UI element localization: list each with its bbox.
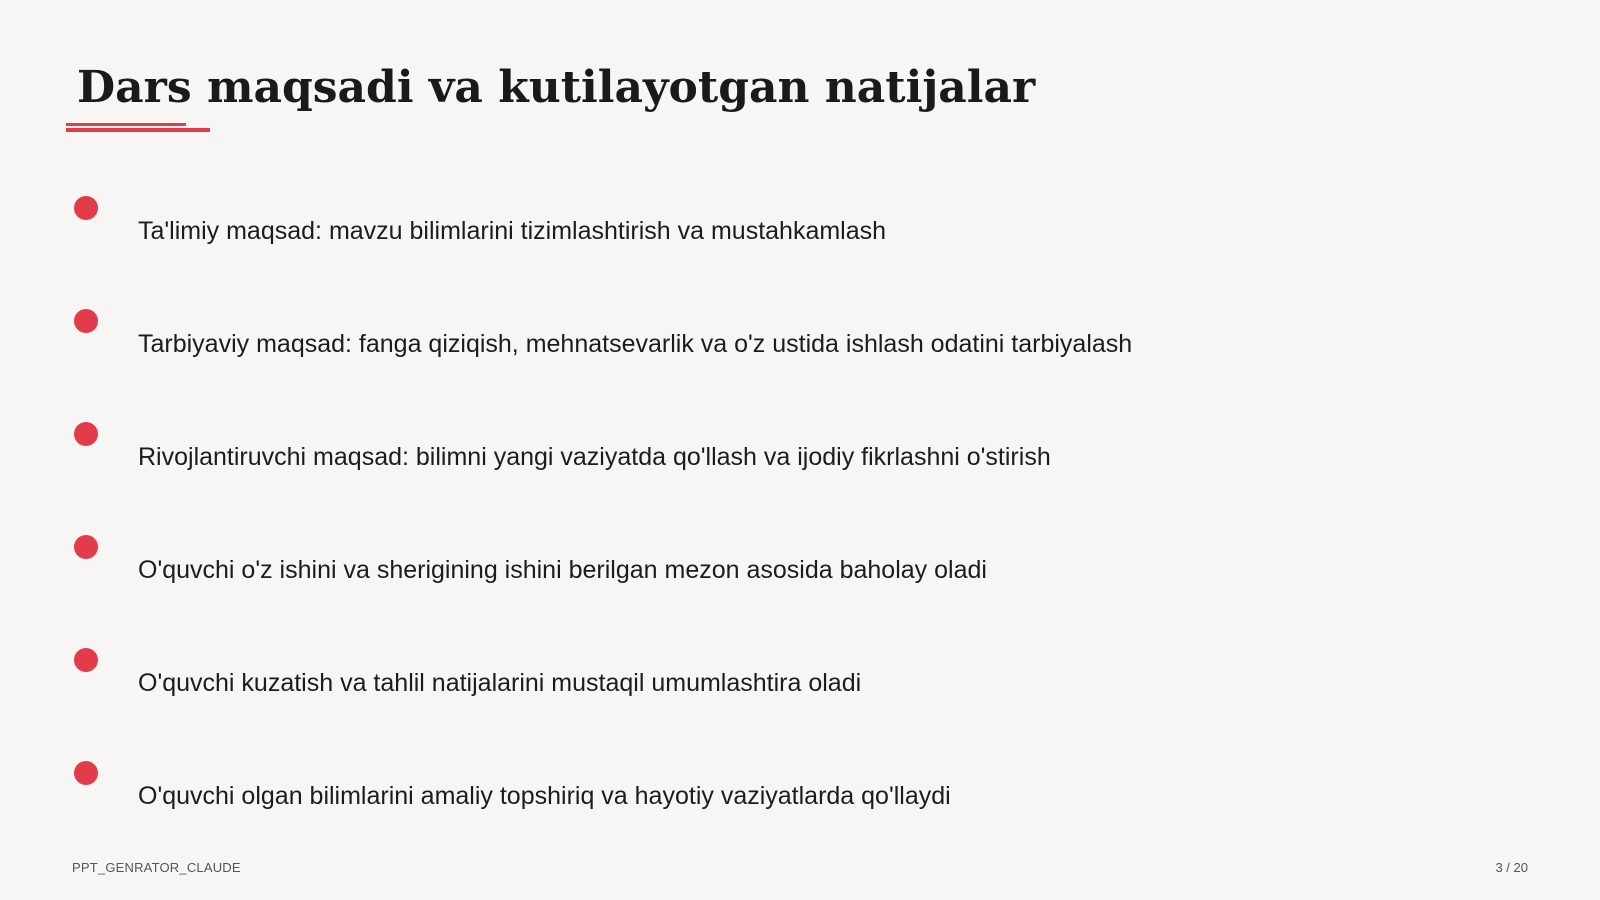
bullet-dot-icon (74, 422, 98, 446)
bullet-dot-icon (74, 309, 98, 333)
bullet-text: Rivojlantiruvchi maqsad: bilimni yangi vaziyatda qo'llash va ijodiy fikrlashni o'stirish (138, 443, 1051, 471)
bullet-dot-icon (74, 196, 98, 220)
bullet-text: O'quvchi olgan bilimlarini amaliy topshiriq va hayotiy vaziyatlarda qo'llaydi (138, 782, 951, 810)
bullet-item (0, 535, 1600, 595)
bullet-dot-icon (74, 648, 98, 672)
bullet-item (0, 422, 1600, 482)
bullet-text: Tarbiyaviy maqsad: fanga qiziqish, mehnatsevarlik va o'z ustida ishlash odatini tarbiyalash (138, 330, 1133, 358)
bullet-item (0, 309, 1600, 369)
bullet-dot-icon (74, 535, 98, 559)
page-number: 3 / 20 (1495, 860, 1528, 875)
bullet-item (0, 761, 1600, 821)
bullet-text: O'quvchi o'z ishini va sherigining ishini berilgan mezon asosida baholay oladi (138, 556, 987, 584)
bullet-text: O'quvchi kuzatish va tahlil natijalarini mustaqil umumlashtira oladi (138, 669, 862, 697)
footer-label: PPT_GENRATOR_CLAUDE (72, 860, 241, 875)
bullet-dot-icon (74, 761, 98, 785)
slide-title: Dars maqsadi va kutilayotgan natijalar (77, 62, 1036, 113)
bullet-item (0, 648, 1600, 708)
bullet-item (0, 196, 1600, 256)
bullet-text: Ta'limiy maqsad: mavzu bilimlarini tizimlashtirish va mustahkamlash (138, 217, 887, 245)
